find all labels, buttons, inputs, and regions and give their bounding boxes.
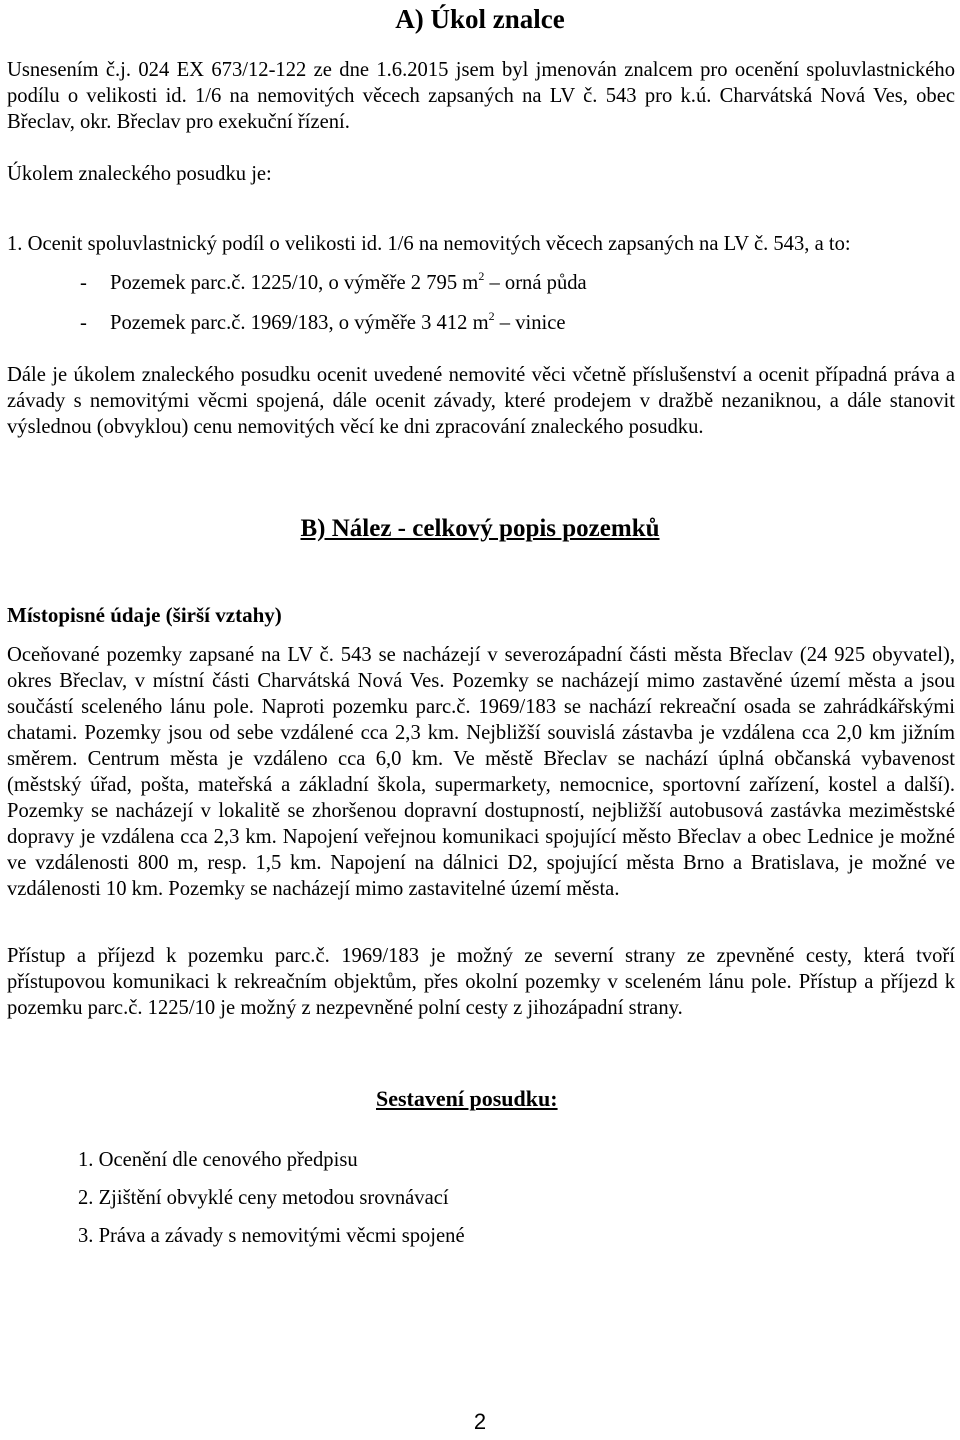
parcel-item (80, 310, 566, 336)
section-b-title: B) Nález - celkový popis pozemků (300, 515, 660, 542)
page-number: 2 (473, 1409, 487, 1434)
location-heading: Místopisné údaje (širší vztahy) (7, 603, 282, 627)
superscript: 2 (478, 269, 485, 283)
parcel-text: Pozemek parc.č. 1225/10, o výměře 2 795 m (110, 272, 479, 294)
list-item: 3. Práva a závady s nemovitými věcmi spojené (78, 1225, 465, 1247)
task-item: 1. Ocenit spoluvlastnický podíl o velikosti id. 1/6 na nemovitých věcech zapsaných na LV č. 543, a to: (7, 233, 851, 255)
location-paragraph: Oceňované pozemky zapsané na LV č. 543 se nacházejí v severozápadní části města Břeclav (24 925 obyvatel), okres Břeclav, v místní části Charvátská Nová Ves. Pozemky se nacházejí mimo zastavěné území města a jsou součástí sceleného lánu pole. Naproti pozemku parc.č. 1969/183 se nachází rekreační osada se zahrádkářskými chatami. Pozemky jsou od sebe vzdálené cca 2,3 km. Nejbližší souvislá zástavba je vzdálena cca 2,0 km jižním směrem. Centrum města je vzdáleno cca 6,0 km. Ve městě Břeclav se nachází úplná občanská vybavenost (městský úřad, pošta, mateřská a základní škola, supermarkety, nemocnice, sportovní zařízení, kostel a další). Pozemky se nacházejí v lokalitě se zhoršenou dopravní dostupností, nejbližší autobusová zastávka meziměstské dopravy je vzdálena cca 2,3 km. Napojení veřejnou komunikaci spojující město Břeclav a obec Lednice je možné ve vzdálenosti 800 m, resp. 1,5 km. Napojení na dálnici D2, spojující města Brno a Bratislava, je možné ve vzdálenosti 10 km. Pozemky se nacházejí mimo zastavitelné území města. (7, 644, 955, 900)
parcel-use: – vinice (494, 312, 566, 334)
section-a-title: A) Úkol znalce (395, 4, 565, 34)
parcel-item (80, 270, 587, 296)
superscript: 2 (488, 309, 495, 323)
access-paragraph: Přístup a příjezd k pozemku parc.č. 1969/183 je možný ze severní strany ze zpevněné cesty, která tvoří přístupovou komunikaci k rekreačním objektům, přes okolní pozemky v sceleném lánu pole. Přístup a příjezd k pozemku parc.č. 1225/10 je možný z nezpevněné polní cesty z jihozápadní strany. (7, 945, 955, 1019)
list-dash: - (80, 312, 87, 334)
list-item: 1. Ocenění dle cenového předpisu (78, 1149, 358, 1171)
task-label: Úkolem znaleckého posudku je: (7, 163, 272, 185)
parcel-text: Pozemek parc.č. 1969/183, o výměře 3 412 m (110, 312, 489, 334)
list-item: 2. Zjištění obvyklé ceny metodou srovnávací (78, 1187, 449, 1209)
parcel-use: – orná půda (484, 272, 587, 294)
section-c-title: Sestavení posudku: (376, 1086, 558, 1111)
list-dash: - (80, 272, 87, 294)
further-tasks-paragraph: Dále je úkolem znaleckého posudku ocenit uvedené nemovité věci včetně příslušenství a ocenit případná práva a závady s nemovitými věcmi spojená, dále ocenit závady, které prodejem v dražbě nezaniknou, a dále stanovit výslednou (obvyklou) cenu nemovitých věcí ke dni zpracování znaleckého posudku. (7, 364, 955, 438)
intro-paragraph: Usnesením č.j. 024 EX 673/12-122 ze dne 1.6.2015 jsem byl jmenován znalcem pro ocenění spoluvlastnického podílu o velikosti id. 1/6 na nemovitých věcech zapsaných na LV č. 543 pro k.ú. Charvátská Nová Ves, obec Břeclav, okr. Břeclav pro exekuční řízení. (7, 59, 955, 133)
